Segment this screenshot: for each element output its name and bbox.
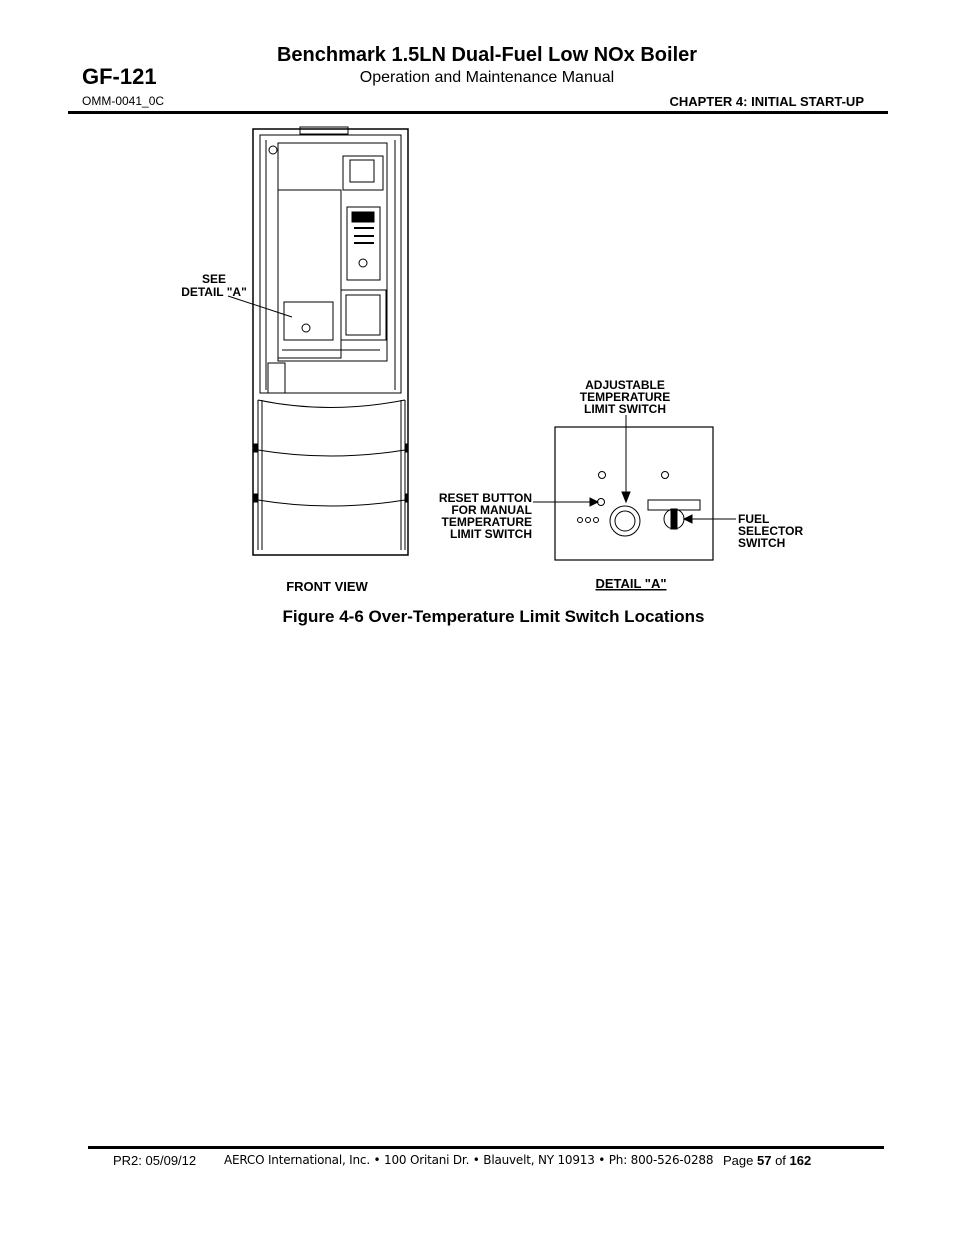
fuel-selector-label-3: SWITCH xyxy=(738,536,786,550)
document-title: Benchmark 1.5LN Dual-Fuel Low NOx Boiler xyxy=(276,44,698,66)
page-current: 57 xyxy=(756,1153,772,1168)
document-code: GF-121 xyxy=(82,64,157,89)
page-mid: of xyxy=(771,1153,790,1168)
adjustable-label-2: TEMPERATURE xyxy=(579,390,671,404)
figure-caption: Figure 4-6 Over-Temperature Limit Switch Locations xyxy=(282,607,705,626)
page-prefix: Page xyxy=(723,1153,757,1168)
chapter-heading: CHAPTER 4: INITIAL START-UP xyxy=(669,94,864,109)
page-total: 162 xyxy=(789,1153,812,1168)
adjustable-label: ADJUSTABLE xyxy=(585,378,665,392)
reset-button-label-2: FOR MANUAL xyxy=(451,503,532,517)
front-view-label: FRONT VIEW xyxy=(286,579,368,594)
detail-a-label: DETAIL "A" xyxy=(595,576,667,591)
reset-button-label-3: TEMPERATURE xyxy=(441,515,532,529)
detail-a-panel xyxy=(555,427,713,560)
footer-page-number xyxy=(723,1153,811,1168)
adjustable-label-3: LIMIT SWITCH xyxy=(584,402,666,416)
footer-date: PR2: 05/09/12 xyxy=(113,1153,197,1168)
reset-button-label-4: LIMIT SWITCH xyxy=(450,527,532,541)
reset-button-label: RESET BUTTON xyxy=(438,491,532,505)
document-number: OMM-0041_0C xyxy=(82,94,165,108)
document-subtitle: Operation and Maintenance Manual xyxy=(359,69,615,86)
footer-rule xyxy=(88,1146,884,1149)
detail-a-pointers xyxy=(533,415,736,523)
see-detail-label-2: DETAIL "A" xyxy=(181,285,247,299)
fuel-selector-label-2: SELECTOR xyxy=(738,524,804,538)
see-detail-label: SEE xyxy=(201,272,227,286)
fuel-selector-label: FUEL xyxy=(738,512,770,526)
boiler-front-view xyxy=(253,127,408,555)
footer-company: AERCO International, Inc. • 100 Oritani Dr. • Blauvelt, NY 10913 • Ph: 800-526-0288 xyxy=(224,1153,714,1167)
